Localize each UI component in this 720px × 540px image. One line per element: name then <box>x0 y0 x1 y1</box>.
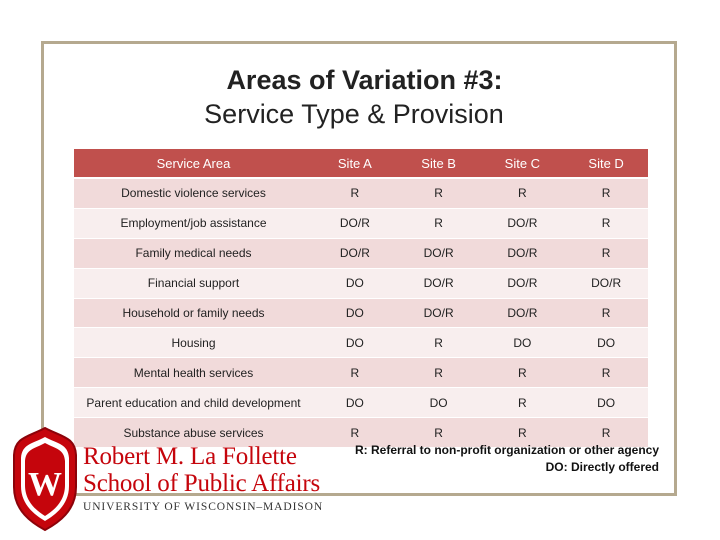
legend-directly-offered: DO: Directly offered <box>545 460 659 474</box>
site-d-cell: R <box>564 298 648 328</box>
service-area-cell: Family medical needs <box>74 238 313 268</box>
site-d-cell: R <box>564 208 648 238</box>
site-c-cell: DO/R <box>481 268 565 298</box>
header-service-area: Service Area <box>74 149 313 178</box>
legend-referral: R: Referral to non-profit organization or other agency <box>354 443 659 457</box>
site-a-cell: DO/R <box>313 238 397 268</box>
logo-university: UNIVERSITY OF WISCONSIN–MADISON <box>83 501 324 513</box>
legend <box>340 442 659 476</box>
site-d-cell: R <box>564 418 648 448</box>
service-area-cell: Mental health services <box>74 358 313 388</box>
site-b-cell: R <box>397 178 481 208</box>
site-c-cell: DO/R <box>481 238 565 268</box>
site-d-cell: DO/R <box>564 268 648 298</box>
site-b-cell: R <box>397 328 481 358</box>
site-d-cell: DO <box>564 328 648 358</box>
site-b-cell: R <box>397 208 481 238</box>
site-a-cell: DO <box>313 328 397 358</box>
site-c-cell: DO <box>481 328 565 358</box>
site-c-cell: DO/R <box>481 298 565 328</box>
table-row <box>74 178 648 208</box>
table-row <box>74 238 648 268</box>
site-b-cell: DO <box>397 388 481 418</box>
logo-school: School of Public Affairs <box>83 470 321 497</box>
service-table <box>74 149 648 448</box>
site-b-cell: DO/R <box>397 238 481 268</box>
site-c-cell: R <box>481 388 565 418</box>
site-a-cell: R <box>313 418 397 448</box>
service-area-cell: Parent education and child development <box>74 388 313 418</box>
site-a-cell: R <box>313 178 397 208</box>
site-c-cell: DO/R <box>481 208 565 238</box>
site-c-cell: R <box>481 178 565 208</box>
site-a-cell: DO <box>313 268 397 298</box>
la-follette-logo <box>10 425 340 533</box>
header-site-b: Site B <box>397 149 481 178</box>
table-row <box>74 268 648 298</box>
site-b-cell: R <box>397 358 481 388</box>
site-c-cell: R <box>481 418 565 448</box>
logo-name: Robert M. La Follette <box>83 443 297 470</box>
service-area-cell: Financial support <box>74 268 313 298</box>
site-b-cell: DO/R <box>397 298 481 328</box>
header-site-a: Site A <box>313 149 397 178</box>
service-area-cell: Substance abuse services <box>74 418 313 448</box>
title-line-1: Areas of Variation #3: <box>226 65 503 95</box>
header-site-d: Site D <box>564 149 648 178</box>
service-area-cell: Household or family needs <box>74 298 313 328</box>
site-b-cell: R <box>397 418 481 448</box>
svg-text:W: W <box>28 466 62 503</box>
site-a-cell: DO <box>313 388 397 418</box>
service-area-cell: Employment/job assistance <box>74 208 313 238</box>
site-d-cell: DO <box>564 388 648 418</box>
site-c-cell: R <box>481 358 565 388</box>
table-row <box>74 358 648 388</box>
table-header-row <box>74 149 648 178</box>
site-b-cell: DO/R <box>397 268 481 298</box>
table-row <box>74 208 648 238</box>
site-d-cell: R <box>564 358 648 388</box>
table-row <box>74 328 648 358</box>
site-a-cell: DO <box>313 298 397 328</box>
site-a-cell: DO/R <box>313 208 397 238</box>
site-d-cell: R <box>564 238 648 268</box>
title-line-2: Service Type & Provision <box>204 99 504 129</box>
service-area-cell: Housing <box>74 328 313 358</box>
slide-title <box>0 63 720 131</box>
header-site-c: Site C <box>481 149 565 178</box>
site-d-cell: R <box>564 178 648 208</box>
service-area-cell: Domestic violence services <box>74 178 313 208</box>
table-row <box>74 298 648 328</box>
uw-crest-icon <box>10 425 80 533</box>
table-row <box>74 388 648 418</box>
site-a-cell: R <box>313 358 397 388</box>
